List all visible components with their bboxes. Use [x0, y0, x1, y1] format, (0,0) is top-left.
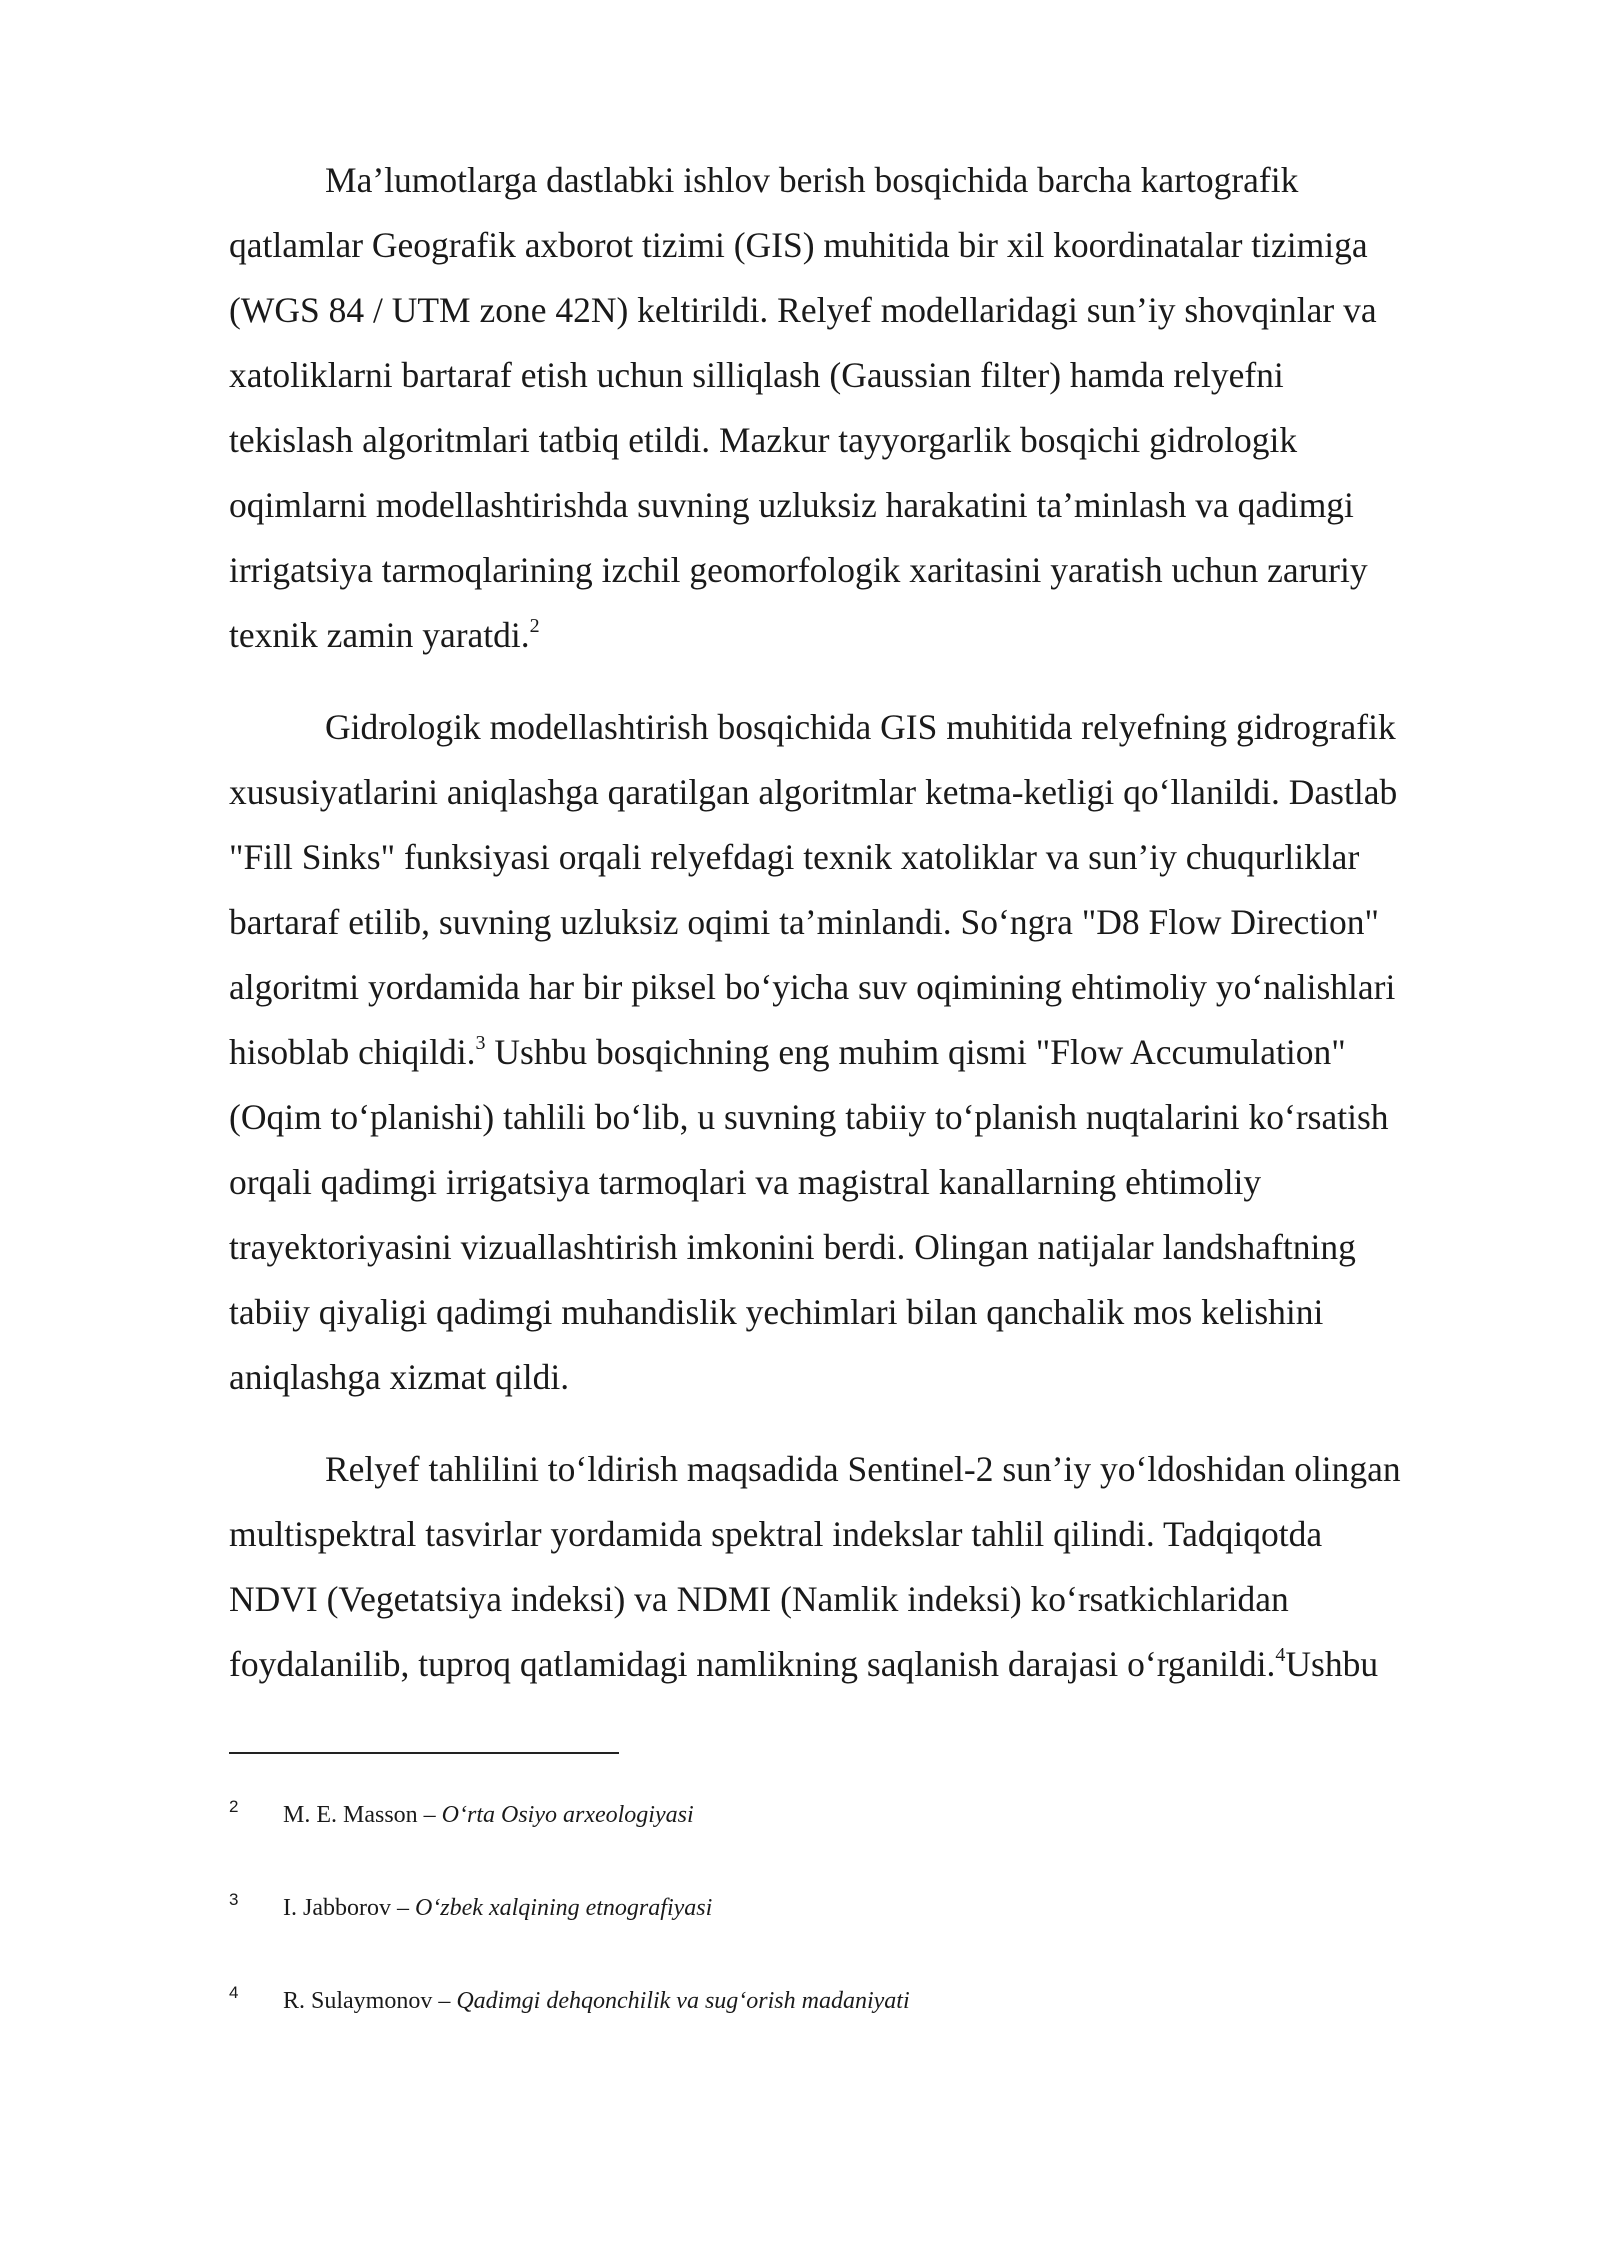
footnote-author: I. Jabborov – — [283, 1895, 415, 1921]
text-line-content: foydalanilib, tuproq qatlamidagi namlikning saqlanish darajasi o‘rganildi. — [229, 1644, 1276, 1684]
text-line: irrigatsiya tarmoqlarining izchil geomorfologik xaritasini yaratish uchun zaruriy — [229, 550, 1368, 590]
text-line: aniqlashga xizmat qildi. — [229, 1357, 570, 1397]
footnotes — [229, 1797, 1429, 2079]
paragraph-2 — [229, 695, 1479, 1410]
text-line: NDVI (Vegetatsiya indeksi) va NDMI (Namlik indeksi) ko‘rsatkichlaridan — [229, 1579, 1289, 1619]
text-line: (WGS 84 / UTM zone 42N) keltirildi. Relyef modellaridagi sun’iy shovqinlar va — [229, 290, 1377, 330]
text-line-content: Ushbu bosqichning eng muhim qismi "Flow Accumulation" — [485, 1032, 1346, 1072]
text-line: "Fill Sinks" funksiyasi orqali relyefdagi texnik xatoliklar va sun’iy chuqurliklar — [229, 837, 1360, 877]
footnote-number: 3 — [229, 1890, 239, 1909]
text-line: Relyef tahlilini to‘ldirish maqsadida Sentinel-2 sun’iy yo‘ldoshidan olingan — [325, 1449, 1401, 1489]
footnote-ref-4[interactable]: 4 — [1275, 1644, 1286, 1667]
text-line: tabiiy qiyaligi qadimgi muhandislik yechimlari bilan qanchalik mos kelishini — [229, 1292, 1324, 1332]
footnote-text — [283, 1986, 910, 2016]
footnote-separator — [229, 1752, 619, 1754]
text-line: multispektral tasvirlar yordamida spektral indekslar tahlil qilindi. Tadqiqotda — [229, 1514, 1323, 1554]
text-line: qatlamlar Geografik axborot tizimi (GIS) muhitida bir xil koordinatalar tizimiga — [229, 225, 1368, 265]
footnote-number: 2 — [229, 1797, 239, 1816]
footnote-3 — [229, 1890, 1429, 1923]
text-line: xususiyatlarini aniqlashga qaratilgan algoritmlar ketma-ketligi qo‘llanildi. Dastlab — [229, 772, 1398, 812]
text-line: bartaraf etilib, suvning uzluksiz oqimi ta’minlandi. So‘ngra "D8 Flow Direction" — [229, 902, 1379, 942]
footnote-title: O‘zbek xalqining etnografiyasi — [414, 1895, 713, 1921]
text-line — [229, 603, 1479, 668]
footnote-ref-3[interactable]: 3 — [475, 1032, 486, 1055]
footnote-4 — [229, 1983, 1429, 2016]
text-line — [229, 1020, 1479, 1085]
footnote-author: M. E. Masson – — [283, 1802, 442, 1828]
text-line — [229, 1632, 1479, 1697]
text-line-content: texnik zamin yaratdi. — [229, 615, 530, 655]
paragraph-3 — [229, 1437, 1479, 1697]
text-line-content: Ushbu — [1285, 1644, 1379, 1684]
body-text — [229, 148, 1479, 1724]
text-line-content: hisoblab chiqildi. — [229, 1032, 476, 1072]
text-line: tekislash algoritmlari tatbiq etildi. Mazkur tayyorgarlik bosqichi gidrologik — [229, 420, 1298, 460]
footnote-text — [283, 1893, 712, 1923]
footnote-ref-2[interactable]: 2 — [529, 615, 540, 638]
text-line: Gidrologik modellashtirish bosqichida GIS muhitida relyefning gidrografik — [325, 707, 1396, 747]
text-line: orqali qadimgi irrigatsiya tarmoqlari va magistral kanallarning ehtimoliy — [229, 1162, 1262, 1202]
text-line: xatoliklarni bartaraf etish uchun silliqlash (Gaussian filter) hamda relyefni — [229, 355, 1284, 395]
text-line: (Oqim to‘planishi) tahlili bo‘lib, u suvning tabiiy to‘planish nuqtalarini ko‘rsatish — [229, 1097, 1389, 1137]
footnote-text — [283, 1800, 694, 1830]
text-line: Ma’lumotlarga dastlabki ishlov berish bosqichida barcha kartografik — [325, 160, 1299, 200]
text-line: algoritmi yordamida har bir piksel bo‘yicha suv oqimining ehtimoliy yo‘nalishlari — [229, 967, 1396, 1007]
footnote-title: O‘rta Osiyo arxeologiyasi — [441, 1802, 694, 1828]
text-line: trayektoriyasini vizuallashtirish imkonini berdi. Olingan natijalar landshaftning — [229, 1227, 1356, 1267]
footnote-title: Qadimgi dehqonchilik va sug‘orish madaniyati — [456, 1988, 910, 2014]
paragraph-1 — [229, 148, 1479, 668]
text-line: oqimlarni modellashtirishda suvning uzluksiz harakatini ta’minlash va qadimgi — [229, 485, 1354, 525]
footnote-2 — [229, 1797, 1429, 1830]
footnote-author: R. Sulaymonov – — [283, 1988, 457, 2014]
footnote-number: 4 — [229, 1983, 239, 2002]
